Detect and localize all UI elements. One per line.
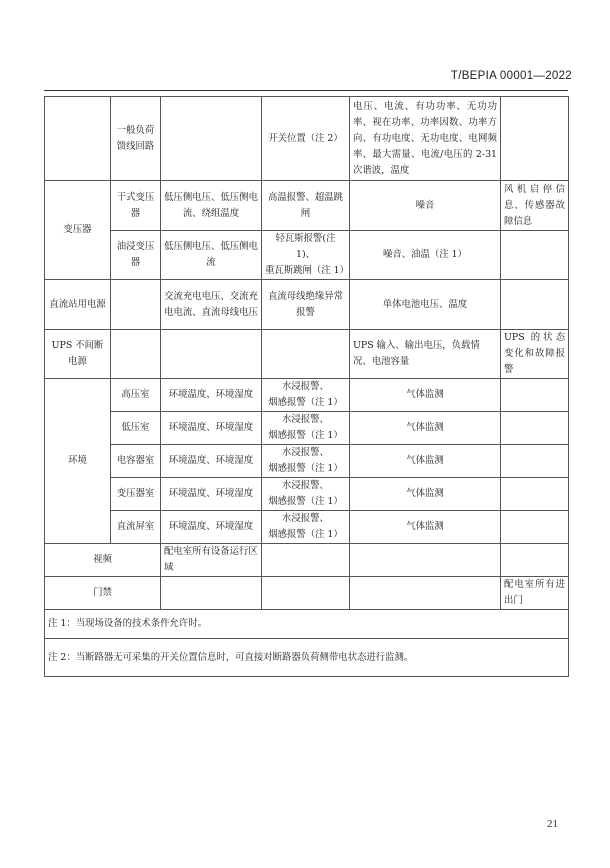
- alarm-line: 水浸报警、: [282, 480, 329, 491]
- measure-cell: 环境温度、环境湿度: [161, 511, 262, 544]
- alarm-line: 烟感报警（注 1）: [268, 496, 343, 507]
- note-2: 注 2：当断路器无可采集的开关位置信息时，可直接对断路器负荷侧带电状态进行监测。: [45, 639, 569, 677]
- table-row: [45, 379, 569, 412]
- metering-cell: 气体监测: [350, 511, 501, 544]
- metering-cell: 气体监测: [350, 379, 501, 412]
- alarm-line: 重瓦斯跳闸（注 1）: [265, 265, 349, 276]
- alarm-cell: [262, 231, 350, 280]
- fault-cell: 风机启停信息、传感器故障信息: [501, 181, 569, 231]
- alarm-line: 轻瓦斯报警(注 1)、: [275, 233, 336, 260]
- table-cell: [262, 577, 350, 610]
- measure-cell: 环境温度、环境湿度: [161, 379, 262, 412]
- measure-cell: 交流充电电压、交流充电电流、直流母线电压: [161, 280, 262, 330]
- metering-cell: 噪音、油温（注 1）: [350, 231, 501, 280]
- row-label-general-load: 一般负荷馈线回路: [111, 97, 161, 181]
- page-number: 21: [547, 818, 558, 830]
- alarm-cell: [262, 511, 350, 544]
- measure-cell: 低压侧电压、低压侧电流: [161, 231, 262, 280]
- table-cell: [262, 544, 350, 577]
- table-row: [45, 412, 569, 445]
- document-code: T/BEPIA 00001—2022: [450, 70, 572, 82]
- alarm-cell: [262, 445, 350, 478]
- room-name: 电容器室: [111, 445, 161, 478]
- table-cell: [161, 577, 262, 610]
- note-1: 注 1：当现场设备的技术条件允许时。: [45, 610, 569, 639]
- measure-cell: 环境温度、环境湿度: [161, 478, 262, 511]
- header-rule: [44, 90, 568, 91]
- table-row: [45, 280, 569, 330]
- alarm-cell: 直流母线绝缘异常报警: [262, 280, 350, 330]
- table-cell: [501, 379, 569, 412]
- alarm-line: 水浸报警、: [282, 447, 329, 458]
- table-cell: [45, 97, 111, 181]
- metering-cell: 电压、电流、有功功率、无功功率、视在功率、功率因数、功率方向、有功电度、无功电度、电网频率、最大需量、电流/电压的 2-31 次谐波，温度: [350, 97, 501, 181]
- alarm-cell: 高温报警、超温跳闸: [262, 181, 350, 231]
- metering-cell: 气体监测: [350, 478, 501, 511]
- alarm-cell: [262, 478, 350, 511]
- alarm-line: 烟感报警（注 1）: [268, 529, 343, 540]
- table-cell: [350, 544, 501, 577]
- alarm-line: 烟感报警（注 1）: [268, 463, 343, 474]
- metering-cell: 气体监测: [350, 445, 501, 478]
- room-name: 低压室: [111, 412, 161, 445]
- table-row: [45, 445, 569, 478]
- alarm-line: 烟感报警（注 1）: [268, 430, 343, 441]
- room-name: 直流屏室: [111, 511, 161, 544]
- table-row: [45, 544, 569, 577]
- table-cell: [161, 97, 262, 181]
- measure-cell: 环境温度、环境湿度: [161, 412, 262, 445]
- table-row: [45, 97, 569, 181]
- table-cell: [501, 280, 569, 330]
- table-row: [45, 231, 569, 280]
- row-label-ups: UPS 不间断电源: [45, 330, 111, 379]
- table-cell: [501, 97, 569, 181]
- metering-cell: 噪音: [350, 181, 501, 231]
- table-cell: [501, 445, 569, 478]
- measure-cell: 低压侧电压、低压侧电流、绕组温度: [161, 181, 262, 231]
- table-cell: [501, 544, 569, 577]
- table-cell: [501, 511, 569, 544]
- alarm-line: 烟感报警（注 1）: [268, 397, 343, 408]
- row-label-access: 门禁: [45, 577, 161, 610]
- alarm-line: 水浸报警、: [282, 414, 329, 425]
- alarm-line: 水浸报警、: [282, 513, 329, 524]
- measure-cell: 配电室所有设备运行区域: [161, 544, 262, 577]
- table-cell: [501, 478, 569, 511]
- table-cell: [111, 280, 161, 330]
- switch-position-cell: 开关位置（注 2）: [262, 97, 350, 181]
- row-label-oil-transformer: 油浸变压器: [111, 231, 161, 280]
- row-label-dc-power: 直流站用电源: [45, 280, 111, 330]
- row-label-video: 视频: [45, 544, 161, 577]
- table-row: [45, 511, 569, 544]
- row-group-environment: 环境: [45, 379, 111, 544]
- alarm-cell: [262, 412, 350, 445]
- table-cell: [262, 330, 350, 379]
- table-row: [45, 577, 569, 610]
- room-name: 高压室: [111, 379, 161, 412]
- table-cell: [350, 577, 501, 610]
- table-row: [45, 181, 569, 231]
- room-name: 变压器室: [111, 478, 161, 511]
- table-row: [45, 610, 569, 639]
- table-row: [45, 639, 569, 677]
- fault-cell: 配电室所有进出门: [501, 577, 569, 610]
- metering-cell: 单体电池电压、温度: [350, 280, 501, 330]
- measure-cell: 环境温度、环境湿度: [161, 445, 262, 478]
- table-row: [45, 330, 569, 379]
- table-cell: [111, 330, 161, 379]
- metering-cell: UPS 输入、输出电压，负载情况、电池容量: [350, 330, 501, 379]
- fault-cell: UPS 的状态变化和故障报警: [501, 330, 569, 379]
- row-label-dry-transformer: 干式变压器: [111, 181, 161, 231]
- monitoring-spec-table: [44, 96, 569, 677]
- table-row: [45, 478, 569, 511]
- table-cell: [501, 412, 569, 445]
- table-cell: [501, 231, 569, 280]
- table-cell: [161, 330, 262, 379]
- metering-cell: 气体监测: [350, 412, 501, 445]
- row-group-transformer: 变压器: [45, 181, 111, 280]
- alarm-cell: [262, 379, 350, 412]
- alarm-line: 水浸报警、: [282, 381, 329, 392]
